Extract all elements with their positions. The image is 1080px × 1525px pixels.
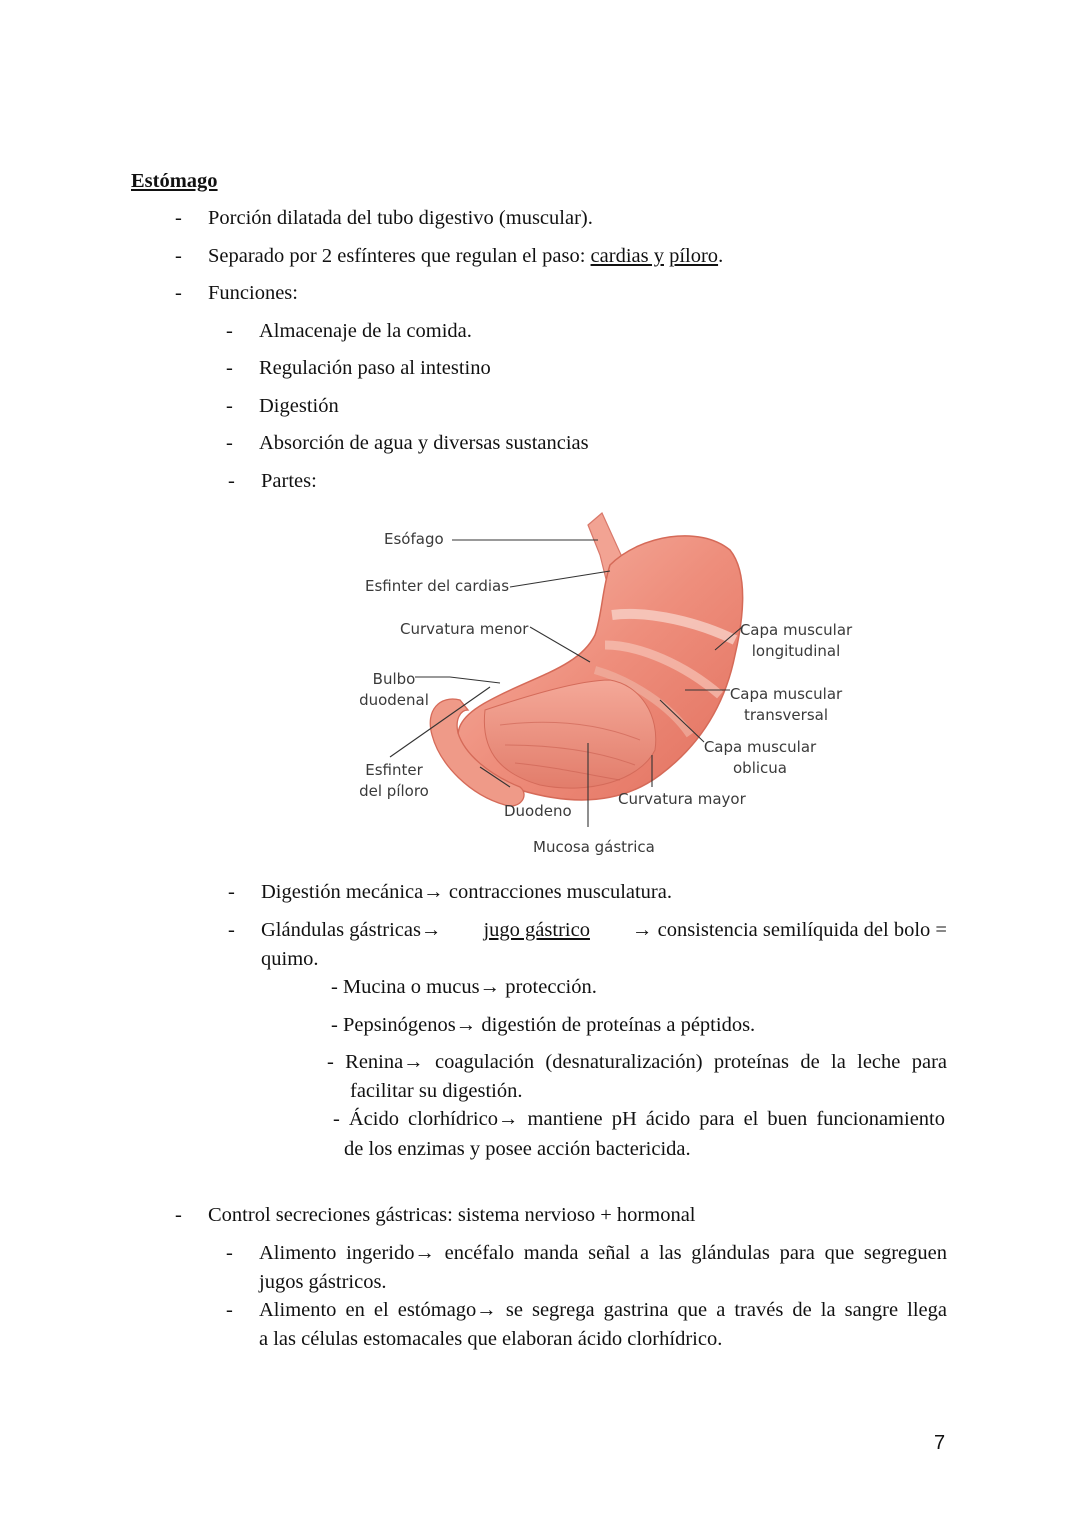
bullet-dash: -	[226, 320, 233, 342]
bullet-dash: -	[228, 919, 235, 941]
text-part: → consistencia semilíquida del bolo =	[631, 919, 947, 941]
bullet-text	[208, 245, 723, 268]
secretion-item: - Renina→ coagulación (desnaturalización) proteínas de la leche para	[327, 1051, 947, 1073]
text-part: Glándulas gástricas→	[261, 919, 442, 941]
bullet-dash: -	[175, 1204, 182, 1226]
page-number: 7	[934, 1432, 946, 1454]
bullet-dash: -	[226, 1299, 233, 1321]
label-line: del píloro	[359, 782, 429, 800]
section-title: Estómago	[131, 170, 218, 192]
bullet-text-part: .	[718, 245, 724, 267]
label-mucosa-gastrica: Mucosa gástrica	[533, 838, 655, 856]
bullet-dash: -	[228, 881, 235, 903]
sub-bullet-text: Alimento en el estómago→ se segrega gastrina que a través de la sangre llega	[259, 1299, 947, 1321]
underlined-term: píloro	[669, 245, 719, 267]
label-line: Bulbo	[372, 670, 416, 688]
sub-bullet-text: Almacenaje de la comida.	[259, 320, 472, 342]
sub-bullet-continuation: quimo.	[261, 948, 319, 970]
secretion-item: - Ácido clorhídrico→ mantiene pH ácido para el buen funcionamiento	[333, 1108, 945, 1130]
bullet-text: Porción dilatada del tubo digestivo (muscular).	[208, 207, 593, 229]
bullet-text: Funciones:	[208, 282, 298, 304]
bullet-dash: -	[226, 1242, 233, 1264]
bullet-dash: -	[226, 395, 233, 417]
sub-bullet-text: Absorción de agua y diversas sustancias	[259, 432, 589, 454]
label-line: oblicua	[733, 759, 787, 777]
secretion-item: - Pepsinógenos→ digestión de proteínas a péptidos.	[331, 1014, 756, 1036]
bullet-dash: -	[175, 207, 182, 229]
bullet-text: Control secreciones gástricas: sistema nervioso + hormonal	[208, 1204, 696, 1226]
label-capa-transversal	[728, 684, 844, 726]
secretion-item-continuation: de los enzimas y posee acción bactericida.	[344, 1138, 691, 1160]
sub-bullet-text: Alimento ingerido→ encéfalo manda señal a las glándulas para que segreguen	[259, 1242, 947, 1264]
label-duodeno: Duodeno	[504, 802, 572, 820]
sub-bullet-text	[261, 919, 947, 942]
bullet-dash: -	[175, 245, 182, 267]
sub-bullet-text: Digestión	[259, 395, 339, 417]
underlined-term: jugo gástrico	[483, 919, 590, 941]
bullet-dash: -	[228, 470, 235, 492]
stomach-diagram	[340, 505, 880, 870]
bullet-text-part: Separado por 2 esfínteres que regulan el paso:	[208, 245, 591, 267]
secretion-item: - Mucina o mucus→ protección.	[331, 976, 597, 998]
bullet-dash: -	[226, 432, 233, 454]
label-esfinter-piloro	[358, 760, 430, 802]
label-curvatura-menor: Curvatura menor	[400, 620, 529, 638]
sub-bullet-continuation: jugos gástricos.	[259, 1271, 387, 1293]
label-line: Capa muscular	[729, 685, 843, 703]
underlined-term: cardias y	[590, 245, 664, 267]
label-line: duodenal	[359, 691, 429, 709]
sub-bullet-text: Regulación paso al intestino	[259, 357, 491, 379]
label-line: Capa muscular	[703, 738, 817, 756]
label-line: Esfinter	[365, 761, 423, 779]
sub-bullet-text: Partes:	[261, 470, 317, 492]
secretion-item-continuation: facilitar su digestión.	[350, 1080, 523, 1102]
label-line: longitudinal	[751, 642, 841, 660]
label-line: Capa muscular	[739, 621, 853, 639]
label-esofago: Esófago	[384, 530, 444, 548]
label-capa-longitudinal	[738, 620, 854, 662]
bullet-dash: -	[226, 357, 233, 379]
label-line: transversal	[743, 706, 828, 724]
sub-bullet-continuation: a las células estomacales que elaboran ácido clorhídrico.	[259, 1328, 723, 1350]
label-curvatura-mayor: Curvatura mayor	[618, 790, 746, 808]
label-esfinter-cardias: Esfinter del cardias	[365, 577, 510, 595]
label-bulbo-duodenal	[358, 669, 430, 711]
label-capa-oblicua	[702, 737, 818, 779]
bullet-dash: -	[175, 282, 182, 304]
sub-bullet-text: Digestión mecánica→ contracciones musculatura.	[261, 881, 672, 903]
